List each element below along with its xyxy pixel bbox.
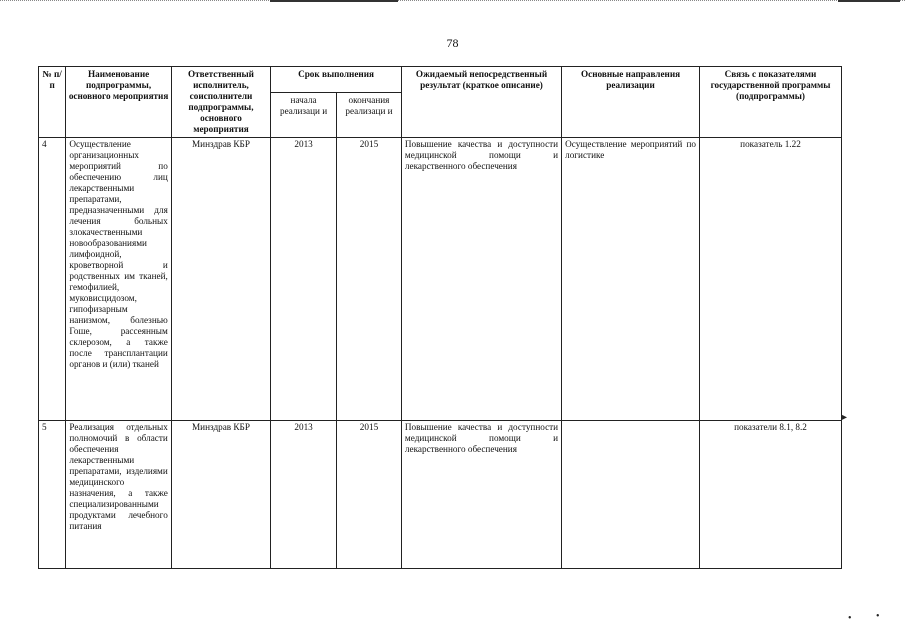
- row-link: показатель 1.22: [699, 138, 841, 421]
- table-header-row: [39, 67, 842, 93]
- page-number: 78: [446, 36, 459, 50]
- row-result: Повышение качества и доступности медицинской помощи и лекарственного обеспечения: [401, 421, 561, 569]
- scan-speck: •: [876, 611, 880, 622]
- row-num: 5: [39, 421, 66, 569]
- header-link: Связь с показателями государственной программы (подпрограммы): [699, 67, 841, 138]
- row-result: Повышение качества и доступности медицинской помощи и лекарственного обеспечения: [401, 138, 561, 421]
- row-num: 4: [39, 138, 66, 421]
- row-end: 2015: [337, 138, 402, 421]
- scan-speck: ▸: [842, 412, 848, 423]
- header-period: Срок выполнения: [271, 67, 402, 93]
- header-num: № п/ п: [39, 67, 66, 138]
- program-measures-table: [38, 66, 842, 569]
- scan-artifact: [838, 0, 900, 2]
- row-link: показатели 8.1, 8.2: [699, 421, 841, 569]
- row-name: Осуществление организационных мероприятий по обеспечению лиц лекарственными препаратами, предназначенными для лечения больных злокачественными новообразованиями лимфоидной, кроветворной и родственных им тканей, гемофилией, муковисцидозом, гипофизарным нанизмом, болезнью Гоше, рассеянным склерозом, а также после трансплантации органов и (или) тканей: [66, 138, 171, 421]
- row-directions: [562, 421, 700, 569]
- scan-top-edge: [0, 0, 905, 4]
- row-name: Реализация отдельных полномочий в области обеспечения лекарственными препаратами, изделиями медицинского назначения, а также специализированными продуктами лечебного питания: [66, 421, 171, 569]
- row-executor: Минздрав КБР: [171, 138, 270, 421]
- row-executor: Минздрав КБР: [171, 421, 270, 569]
- scan-speck: •: [848, 613, 852, 624]
- table-row: [39, 421, 842, 569]
- table-row: [39, 138, 842, 421]
- header-end: окончания реализаци и: [337, 93, 402, 138]
- row-directions: Осуществление мероприятий по логистике: [562, 138, 700, 421]
- row-start: 2013: [271, 138, 337, 421]
- header-executor: Ответственный исполнитель, соисполнители подпрограммы, основного мероприятия: [171, 67, 270, 138]
- header-name: Наименование подпрограммы, основного мероприятия: [66, 67, 171, 138]
- row-start: 2013: [271, 421, 337, 569]
- header-directions: Основные направления реализации: [562, 67, 700, 138]
- header-result: Ожидаемый непосредственный результат (краткое описание): [401, 67, 561, 138]
- scan-artifact: [270, 0, 398, 2]
- header-start: начала реализаци и: [271, 93, 337, 138]
- row-end: 2015: [337, 421, 402, 569]
